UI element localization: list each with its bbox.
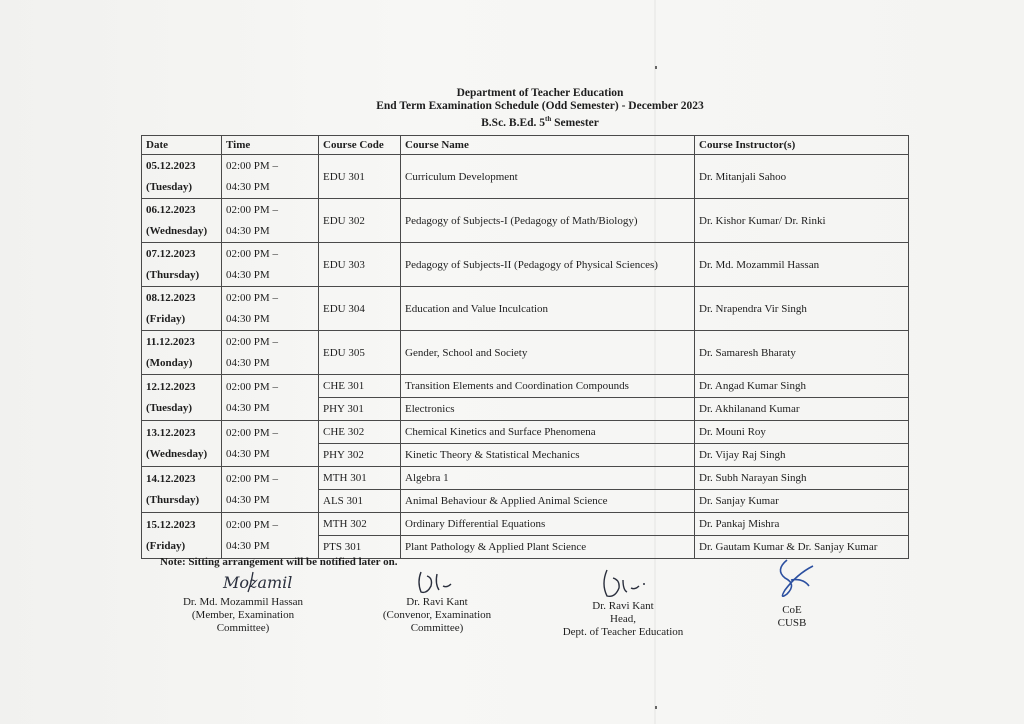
col-header-course-name: Course Name xyxy=(401,136,695,155)
scan-speck xyxy=(655,66,657,69)
course-name-cell: Kinetic Theory & Statistical Mechanics xyxy=(401,444,695,467)
course-instructor-cell: Dr. Gautam Kumar & Dr. Sanjay Kumar xyxy=(695,536,909,559)
signature-coe xyxy=(757,556,827,604)
col-header-time: Time xyxy=(222,136,319,155)
exam-time-start: 02:00 PM – xyxy=(226,335,278,348)
signatory-convenor xyxy=(362,566,512,635)
exam-time-end: 04:30 PM xyxy=(226,401,270,414)
exam-date-cell xyxy=(142,199,222,243)
exam-date: 15.12.2023 xyxy=(146,518,196,531)
course-name-cell: Pedagogy of Subjects-I (Pedagogy of Math/Biology) xyxy=(401,199,695,243)
svg-text:Mozamil: Mozamil xyxy=(223,573,293,592)
course-code-cell: EDU 301 xyxy=(319,155,401,199)
exam-time-end: 04:30 PM xyxy=(226,312,270,325)
table-row xyxy=(142,375,909,398)
signatory-role-cont: Committee) xyxy=(216,622,270,634)
course-instructor-cell: Dr. Angad Kumar Singh xyxy=(695,375,909,398)
course-instructor-cell: Dr. Sanjay Kumar xyxy=(695,490,909,513)
exam-time-end: 04:30 PM xyxy=(226,493,270,506)
course-code-cell: EDU 302 xyxy=(319,199,401,243)
exam-date: 08.12.2023 xyxy=(146,291,196,304)
course-name-cell: Chemical Kinetics and Surface Phenomena xyxy=(401,421,695,444)
table-header-row xyxy=(142,136,909,155)
exam-date: 07.12.2023 xyxy=(146,247,196,260)
course-instructor-cell: Dr. Mouni Roy xyxy=(695,421,909,444)
signature-ravi-kant xyxy=(407,566,467,596)
exam-time-cell xyxy=(222,243,319,287)
exam-date-cell xyxy=(142,155,222,199)
course-code-cell: CHE 301 xyxy=(319,375,401,398)
signatory-role-cont: Committee) xyxy=(410,622,464,634)
exam-time-start: 02:00 PM – xyxy=(226,518,278,531)
exam-time-end: 04:30 PM xyxy=(226,447,270,460)
course-code-cell: PHY 302 xyxy=(319,444,401,467)
course-name-cell: Plant Pathology & Applied Plant Science xyxy=(401,536,695,559)
exam-time-start: 02:00 PM – xyxy=(226,472,278,485)
signatory-name: Dr. Md. Mozammil Hassan xyxy=(182,596,304,608)
exam-day: (Thursday) xyxy=(146,493,200,506)
table-row xyxy=(142,331,909,375)
course-code-cell: MTH 301 xyxy=(319,467,401,490)
signatory-name: CoE xyxy=(782,604,802,616)
program-title: B.Sc. B.Ed. 5th Semester xyxy=(481,115,599,129)
exam-date: 13.12.2023 xyxy=(146,426,196,439)
course-name-cell: Education and Value Inculcation xyxy=(401,287,695,331)
table-row xyxy=(142,421,909,444)
exam-date: 11.12.2023 xyxy=(146,335,195,348)
signatory-name: Dr. Ravi Kant xyxy=(592,600,654,612)
signatory-role: (Convenor, Examination xyxy=(382,609,492,621)
signatory-coe xyxy=(752,556,832,630)
signature-mozammil xyxy=(193,566,293,596)
course-name-cell: Ordinary Differential Equations xyxy=(401,513,695,536)
course-code-cell: PTS 301 xyxy=(319,536,401,559)
exam-day: (Friday) xyxy=(146,539,186,552)
exam-date-cell xyxy=(142,467,222,513)
exam-time-cell xyxy=(222,421,319,467)
exam-time-cell xyxy=(222,467,319,513)
exam-day: (Monday) xyxy=(146,356,193,369)
signatory-name: Dr. Ravi Kant xyxy=(406,596,468,608)
scan-speck xyxy=(655,706,657,709)
exam-day: (Wednesday) xyxy=(146,447,208,460)
department-title: Department of Teacher Education xyxy=(456,87,624,99)
exam-time-start: 02:00 PM – xyxy=(226,203,278,216)
signatory-role: (Member, Examination xyxy=(191,609,295,621)
table-row xyxy=(142,243,909,287)
course-instructor-cell: Dr. Nrapendra Vir Singh xyxy=(695,287,909,331)
exam-time-cell xyxy=(222,375,319,421)
course-name-cell: Pedagogy of Subjects-II (Pedagogy of Physical Sciences) xyxy=(401,243,695,287)
course-instructor-cell: Dr. Mitanjali Sahoo xyxy=(695,155,909,199)
exam-time-end: 04:30 PM xyxy=(226,356,270,369)
course-code-cell: CHE 302 xyxy=(319,421,401,444)
course-name-cell: Animal Behaviour & Applied Animal Science xyxy=(401,490,695,513)
exam-time-cell xyxy=(222,513,319,559)
exam-date-cell xyxy=(142,331,222,375)
exam-day: (Wednesday) xyxy=(146,224,208,237)
exam-date: 14.12.2023 xyxy=(146,472,196,485)
course-instructor-cell: Dr. Akhilanand Kumar xyxy=(695,398,909,421)
signatory-role-cont: Dept. of Teacher Education xyxy=(562,626,684,638)
exam-date: 05.12.2023 xyxy=(146,159,196,172)
exam-time-start: 02:00 PM – xyxy=(226,247,278,260)
course-code-cell: EDU 305 xyxy=(319,331,401,375)
exam-time-start: 02:00 PM – xyxy=(226,380,278,393)
table-row xyxy=(142,199,909,243)
course-code-cell: EDU 304 xyxy=(319,287,401,331)
exam-date-cell xyxy=(142,513,222,559)
table-row xyxy=(142,155,909,199)
course-instructor-cell: Dr. Kishor Kumar/ Dr. Rinki xyxy=(695,199,909,243)
col-header-course-code: Course Code xyxy=(319,136,401,155)
signatory-member xyxy=(168,566,318,635)
exam-date-cell xyxy=(142,243,222,287)
course-instructor-cell: Dr. Md. Mozammil Hassan xyxy=(695,243,909,287)
exam-time-cell xyxy=(222,287,319,331)
exam-time-end: 04:30 PM xyxy=(226,268,270,281)
exam-day: (Thursday) xyxy=(146,268,200,281)
table-row xyxy=(142,467,909,490)
exam-date-cell xyxy=(142,287,222,331)
course-name-cell: Electronics xyxy=(401,398,695,421)
exam-time-end: 04:30 PM xyxy=(226,224,270,237)
course-instructor-cell: Dr. Pankaj Mishra xyxy=(695,513,909,536)
course-name-cell: Curriculum Development xyxy=(401,155,695,199)
exam-time-start: 02:00 PM – xyxy=(226,291,278,304)
course-instructor-cell: Dr. Subh Narayan Singh xyxy=(695,467,909,490)
exam-schedule-table xyxy=(141,135,909,559)
course-name-cell: Algebra 1 xyxy=(401,467,695,490)
exam-date: 12.12.2023 xyxy=(146,380,196,393)
table-row xyxy=(142,513,909,536)
col-header-date: Date xyxy=(142,136,222,155)
signatory-institution: CUSB xyxy=(777,617,807,629)
exam-time-end: 04:30 PM xyxy=(226,180,270,193)
exam-time-start: 02:00 PM – xyxy=(226,426,278,439)
signature-ravi-kant-head xyxy=(593,566,653,600)
exam-time-cell xyxy=(222,199,319,243)
table-row xyxy=(142,287,909,331)
course-code-cell: ALS 301 xyxy=(319,490,401,513)
col-header-instructor: Course Instructor(s) xyxy=(695,136,909,155)
course-code-cell: EDU 303 xyxy=(319,243,401,287)
exam-date: 06.12.2023 xyxy=(146,203,196,216)
exam-date-cell xyxy=(142,375,222,421)
exam-time-cell xyxy=(222,155,319,199)
exam-time-start: 02:00 PM – xyxy=(226,159,278,172)
signatory-role: Head, xyxy=(610,613,636,625)
course-name-cell: Gender, School and Society xyxy=(401,331,695,375)
course-code-cell: MTH 302 xyxy=(319,513,401,536)
exam-date-cell xyxy=(142,421,222,467)
exam-day: (Friday) xyxy=(146,312,186,325)
document-header xyxy=(300,87,780,130)
exam-day: (Tuesday) xyxy=(146,180,193,193)
exam-time-end: 04:30 PM xyxy=(226,539,270,552)
schedule-title: End Term Examination Schedule (Odd Semester) - December 2023 xyxy=(376,100,704,112)
signatory-head xyxy=(548,566,698,639)
exam-time-cell xyxy=(222,331,319,375)
exam-day: (Tuesday) xyxy=(146,401,193,414)
course-code-cell: PHY 301 xyxy=(319,398,401,421)
course-instructor-cell: Dr. Vijay Raj Singh xyxy=(695,444,909,467)
sitting-note: Note: Sitting arrangement will be notified later on. xyxy=(160,556,398,568)
course-name-cell: Transition Elements and Coordination Compounds xyxy=(401,375,695,398)
course-instructor-cell: Dr. Samaresh Bharaty xyxy=(695,331,909,375)
